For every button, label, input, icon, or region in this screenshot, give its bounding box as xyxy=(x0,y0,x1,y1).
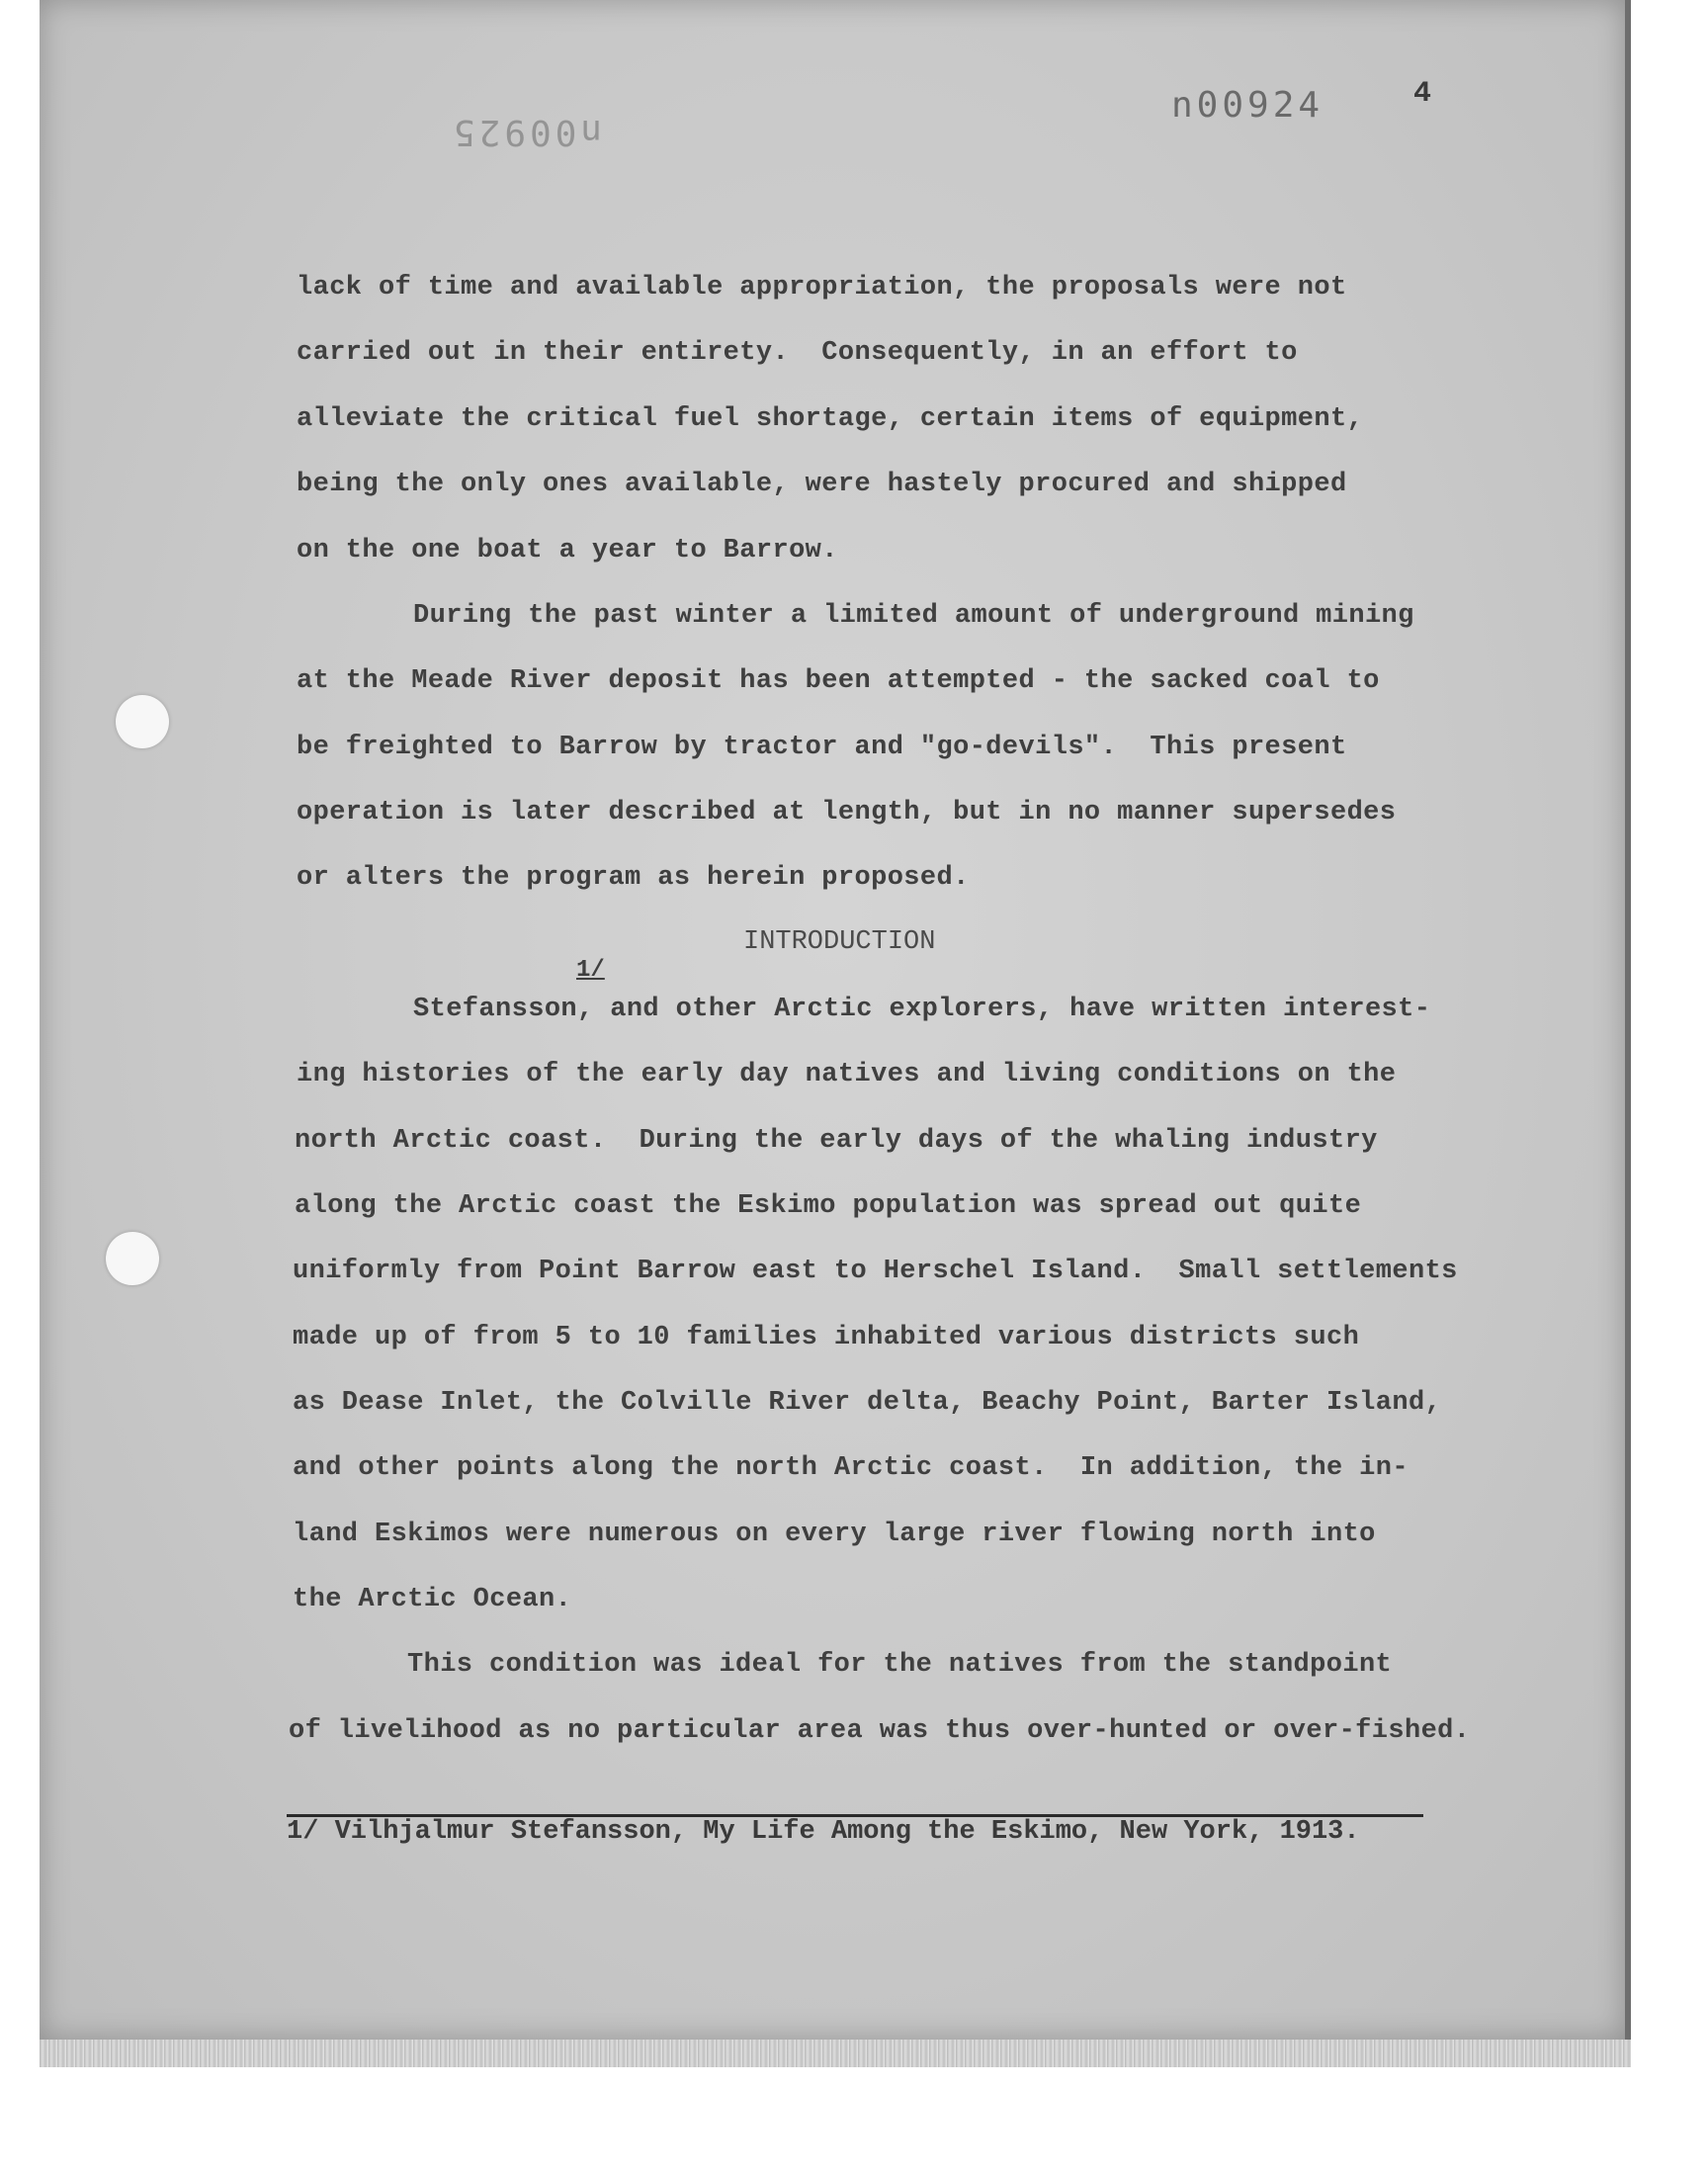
text-line: land Eskimos were numerous on every large river flowing north into xyxy=(293,1520,1376,1549)
text-line: This condition was ideal for the natives from the standpoint xyxy=(407,1650,1393,1680)
footnote: 1/ Vilhjalmur Stefansson, My Life Among the Eskimo, New York, 1913. xyxy=(287,1817,1360,1847)
text-line: be freighted to Barrow by tractor and "go-devils". This present xyxy=(297,733,1347,762)
text-line: at the Meade River deposit has been attempted - the sacked coal to xyxy=(297,666,1380,696)
text-line: ing histories of the early day natives and living conditions on the xyxy=(297,1060,1397,1089)
text-line: lack of time and available appropriation, the proposals were not xyxy=(297,273,1347,303)
text-line: made up of from 5 to 10 families inhabited various districts such xyxy=(293,1323,1360,1352)
section-heading: INTRODUCTION xyxy=(743,927,936,957)
text-line: of livelihood as no particular area was thus over-hunted or over-fished. xyxy=(289,1716,1471,1746)
text-line: or alters the program as herein proposed. xyxy=(297,863,970,893)
text-line: on the one boat a year to Barrow. xyxy=(297,536,838,566)
text-line: uniformly from Point Barrow east to Herschel Island. Small settlements xyxy=(293,1257,1458,1286)
page-number: 4 xyxy=(1413,77,1432,111)
text-line: as Dease Inlet, the Colville River delta, Beachy Point, Barter Island, xyxy=(293,1388,1442,1418)
punch-hole-lower xyxy=(106,1232,159,1285)
text-line: being the only ones available, were hastely procured and shipped xyxy=(297,470,1347,499)
mirrored-document-number: n00925 xyxy=(450,112,603,152)
text-line: along the Arctic coast the Eskimo population was spread out quite xyxy=(295,1191,1362,1221)
text-line: the Arctic Ocean. xyxy=(293,1585,572,1614)
text-line: During the past winter a limited amount of underground mining xyxy=(413,601,1414,631)
page-bottom-edge xyxy=(40,2040,1631,2067)
text-line: Stefansson, and other Arctic explorers, have written interest- xyxy=(413,995,1431,1024)
text-line: carried out in their entirety. Consequently, in an effort to xyxy=(297,338,1298,368)
text-line: alleviate the critical fuel shortage, certain items of equipment, xyxy=(297,404,1364,434)
punch-hole-upper xyxy=(116,695,169,748)
page-edge-shadow xyxy=(1625,0,1631,2040)
text-line: and other points along the north Arctic coast. In addition, the in- xyxy=(293,1453,1409,1483)
text-line: operation is later described at length, but in no manner supersedes xyxy=(297,798,1397,827)
text-line: north Arctic coast. During the early days of the whaling industry xyxy=(295,1126,1378,1156)
document-number: n00924 xyxy=(1171,85,1324,126)
footnote-reference: 1/ xyxy=(576,957,605,984)
